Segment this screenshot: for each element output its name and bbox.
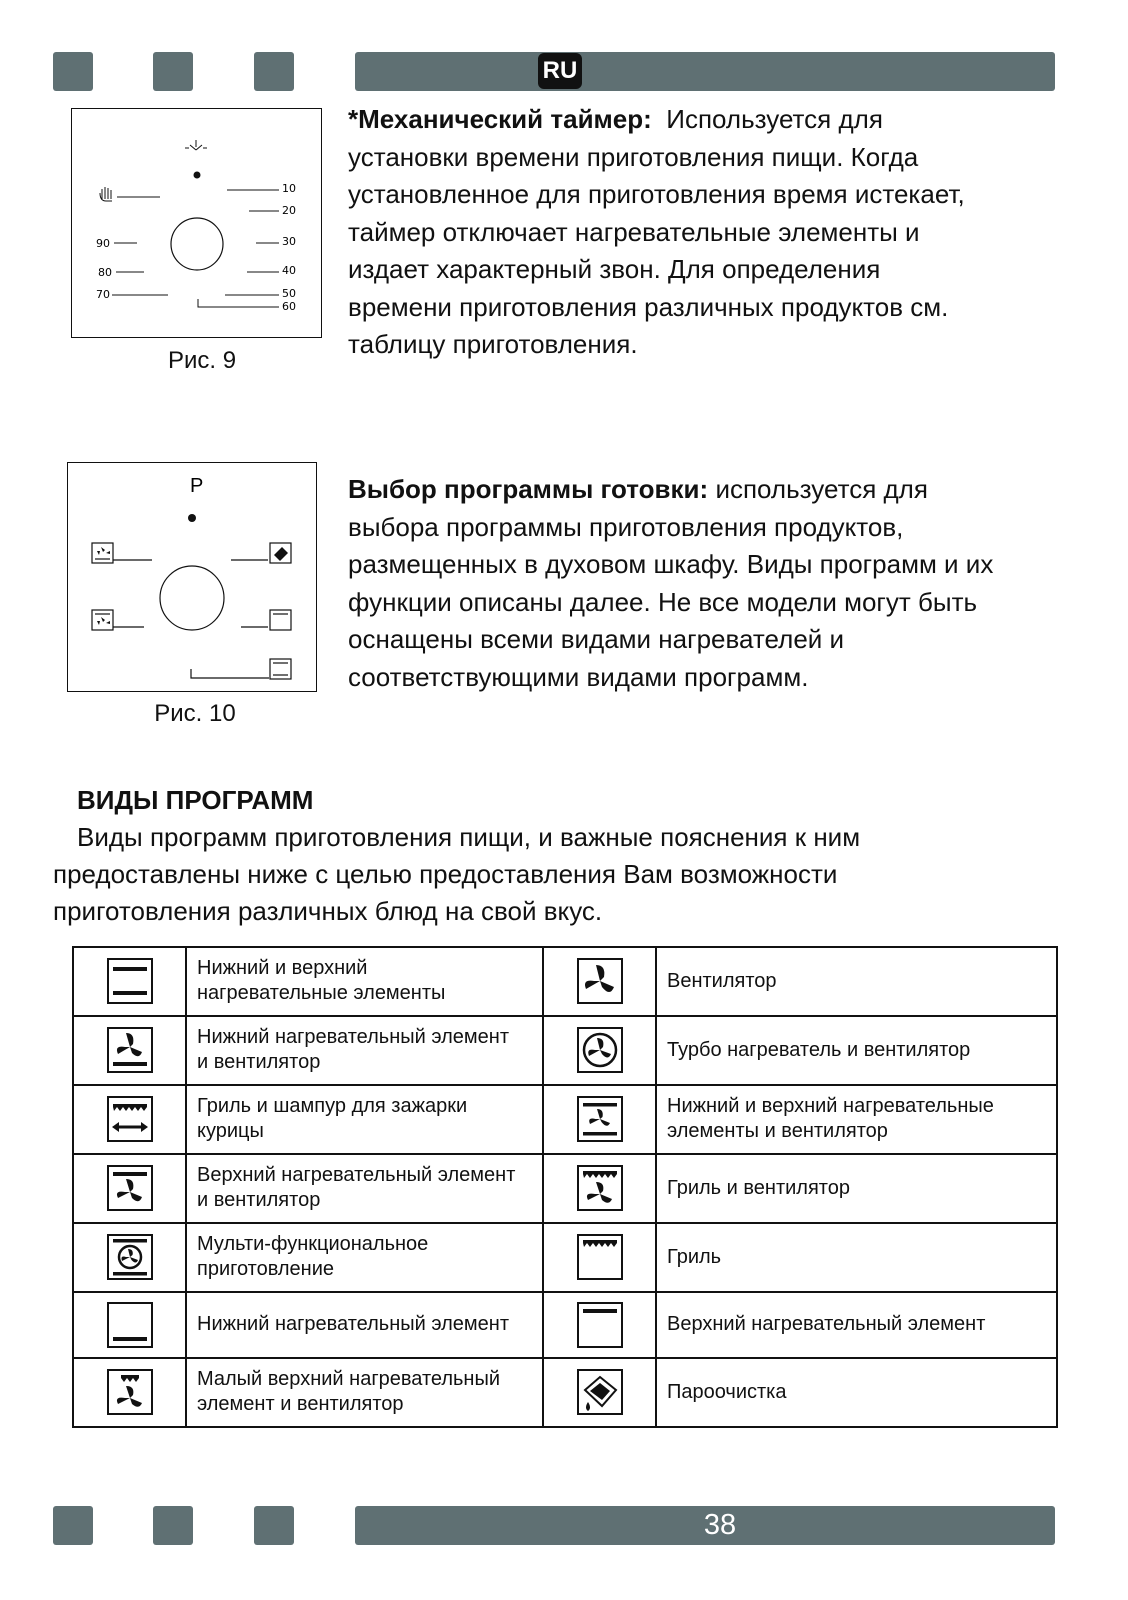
timer-line: времени приготовления различных продуктов см.: [348, 291, 949, 322]
program-label: Нижний нагревательный элемент: [197, 1313, 510, 1336]
program-description-cell: [186, 1292, 543, 1358]
timer-tick-10: 10: [282, 182, 296, 195]
program-description-cell: [656, 1358, 1057, 1427]
table-icon-cell: [543, 1223, 656, 1292]
timer-dial-figure: [71, 108, 322, 338]
footer-square-2: [153, 1506, 193, 1545]
table-icon-cell: [543, 947, 656, 1016]
program-description-cell: [186, 1223, 543, 1292]
table-icon-cell: [73, 1154, 186, 1223]
program-line: размещенных в духовом шкафу. Виды программ и их: [348, 549, 994, 579]
program-description-cell: [656, 1016, 1057, 1085]
timer-tick-30: 30: [282, 235, 296, 248]
top-heat-icon: [576, 1301, 624, 1349]
timer-dial-drawing: [72, 109, 320, 336]
program-label: и вентилятор: [197, 1051, 321, 1074]
section-line: приготовления различных блюд на свой вкус.: [53, 896, 603, 926]
page-number: 38: [703, 1509, 737, 1541]
program-label: Малый верхний нагревательный: [197, 1368, 501, 1391]
program-label: Нижний нагревательный элемент: [197, 1026, 510, 1049]
program-label: Турбо нагреватель и вентилятор: [667, 1038, 971, 1061]
program-label: Гриль: [667, 1245, 722, 1268]
timer-tick-50: 50: [282, 287, 296, 300]
table-row: [73, 947, 1057, 1016]
program-text: используется для: [715, 474, 928, 504]
table-row: [73, 1085, 1057, 1154]
table-icon-cell: [73, 1016, 186, 1085]
table-icon-cell: [73, 1085, 186, 1154]
table-row: [73, 1154, 1057, 1223]
program-dial-figure: [67, 462, 317, 692]
timer-tick-70: 70: [96, 288, 110, 301]
footer-square-1: [53, 1506, 93, 1545]
table-row: [73, 1358, 1057, 1427]
program-description-cell: [656, 1292, 1057, 1358]
top-bottom-fan-icon: [576, 1095, 624, 1143]
program-description-cell: [656, 1223, 1057, 1292]
program-description-cell: [186, 1016, 543, 1085]
timer-line: таблицу приготовления.: [348, 329, 638, 359]
program-label: Гриль и шампур для зажарки: [197, 1095, 468, 1118]
program-description: [348, 471, 1088, 696]
figure-9-caption: Рис. 9: [167, 347, 237, 374]
table-row: [73, 1016, 1057, 1085]
table-icon-cell: [543, 1154, 656, 1223]
program-label: Верхний нагревательный элемент: [667, 1313, 986, 1336]
bottom-heat-fan-icon: [106, 1026, 154, 1074]
fan-icon: [576, 957, 624, 1005]
program-p-label: P: [190, 475, 204, 497]
program-title: Выбор программы готовки:: [348, 474, 709, 504]
program-description-cell: [186, 1358, 543, 1427]
program-label: Мульти-функциональное: [197, 1233, 429, 1256]
timer-line: таймер отключает нагревательные элементы и: [348, 216, 920, 247]
grill-icon: [576, 1233, 624, 1281]
top-heat-fan-icon: [106, 1164, 154, 1212]
timer-tick-80: 80: [98, 266, 112, 279]
timer-tick-60: 60: [282, 300, 296, 313]
program-label: элементы и вентилятор: [667, 1120, 888, 1143]
multi-function-icon: [106, 1233, 154, 1281]
program-dial-drawing: [68, 463, 315, 690]
section-line: предоставлены ниже с целью предоставления Вам возможности: [53, 859, 838, 889]
table-row: [73, 1292, 1057, 1358]
timer-tick-20: 20: [282, 204, 296, 217]
steam-clean-icon: [576, 1368, 624, 1416]
table-icon-cell: [73, 1292, 186, 1358]
program-label: и вентилятор: [197, 1189, 321, 1212]
program-indicator-dot: [188, 514, 196, 522]
program-label: Нижний и верхний: [197, 957, 368, 980]
timer-text: Используется для: [666, 104, 883, 134]
timer-line: установленное для приготовления время истекает,: [348, 179, 965, 209]
grill-rotisserie-icon: [106, 1095, 154, 1143]
program-description-cell: [656, 1154, 1057, 1223]
program-line: соответствующими видами программ.: [348, 661, 809, 692]
table-icon-cell: [543, 1016, 656, 1085]
program-label: Гриль и вентилятор: [667, 1176, 850, 1199]
figure-10-caption: Рис. 10: [154, 700, 236, 727]
program-label: нагревательные элементы: [197, 982, 446, 1005]
program-description-cell: [186, 1154, 543, 1223]
header-square-1: [53, 52, 93, 91]
program-label: элемент и вентилятор: [197, 1393, 404, 1416]
program-label: курицы: [197, 1120, 264, 1143]
turbo-fan-icon: [576, 1026, 624, 1074]
table-icon-cell: [543, 1085, 656, 1154]
table-row: [73, 1223, 1057, 1292]
table-icon-cell: [543, 1358, 656, 1427]
program-description-cell: [656, 947, 1057, 1016]
timer-line: издает характерный звон. Для определения: [348, 254, 881, 284]
timer-indicator-dot: [194, 172, 201, 179]
section-body: [53, 819, 1053, 930]
timer-line: установки времени приготовления пищи. Когда: [348, 141, 919, 172]
timer-tick-90: 90: [96, 237, 110, 250]
program-label: Вентилятор: [667, 969, 777, 992]
timer-description: [348, 101, 1078, 364]
program-types-table: [72, 946, 1058, 1428]
section-line: Виды программ приготовления пищи, и важные пояснения к ним: [77, 822, 861, 852]
grill-fan-icon: [576, 1164, 624, 1212]
small-grill-fan-icon: [106, 1368, 154, 1416]
table-icon-cell: [543, 1292, 656, 1358]
program-label: Верхний нагревательный элемент: [197, 1164, 516, 1187]
program-description-cell: [186, 1085, 543, 1154]
table-icon-cell: [73, 1358, 186, 1427]
footer-square-3: [254, 1506, 294, 1545]
program-line: функции описаны далее. Не все модели могут быть: [348, 586, 978, 617]
language-badge: RU: [538, 53, 582, 89]
program-description-cell: [186, 947, 543, 1016]
table-icon-cell: [73, 1223, 186, 1292]
program-description-cell: [656, 1085, 1057, 1154]
header-bar: [355, 52, 1055, 91]
program-line: оснащены всеми видами нагревателей и: [348, 624, 845, 654]
table-icon-cell: [73, 947, 186, 1016]
program-line: выбора программы приготовления продуктов,: [348, 511, 904, 542]
header-square-3: [254, 52, 294, 91]
section-heading: ВИДЫ ПРОГРАММ: [77, 785, 314, 815]
timer-tick-40: 40: [282, 264, 296, 277]
header-square-2: [153, 52, 193, 91]
program-label: Нижний и верхний нагревательные: [667, 1095, 994, 1118]
program-label: приготовление: [197, 1258, 335, 1281]
top-bottom-heat-icon: [106, 957, 154, 1005]
timer-title: *Механический таймер:: [348, 104, 652, 134]
program-label: Пароочистка: [667, 1380, 787, 1403]
bottom-heat-icon: [106, 1301, 154, 1349]
